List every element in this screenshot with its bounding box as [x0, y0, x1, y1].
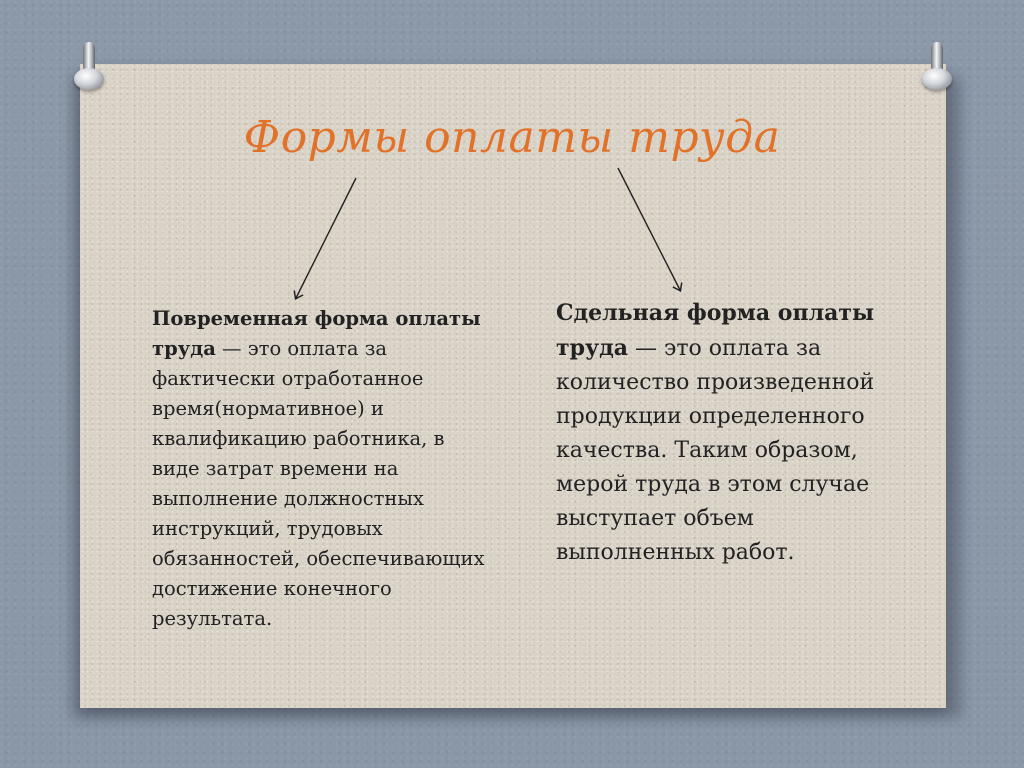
piece-rate-pay-term: Сдельная форма оплаты труда	[556, 300, 875, 361]
time-based-pay-definition: — это оплата за фактически отработанное время(нормативное) и квалификацию работника, в виде затрат времени на выполнение должностных инструкций, трудовых обязанностей, обеспечивающих достижение конечного результата.	[152, 337, 485, 630]
time-based-pay-term: Повременная форма оплаты труда	[152, 307, 481, 360]
pushpin-icon	[922, 42, 952, 94]
slide-title: Формы оплаты труда	[243, 112, 781, 163]
piece-rate-pay-text	[556, 296, 886, 570]
piece-rate-pay-definition: — это оплата за количество произведенной продукции определенного качества. Таким образом, мерой труда в этом случае выступает объем выполненных работ.	[556, 336, 875, 565]
time-based-pay-text	[152, 304, 492, 634]
pushpin-icon	[74, 42, 104, 94]
